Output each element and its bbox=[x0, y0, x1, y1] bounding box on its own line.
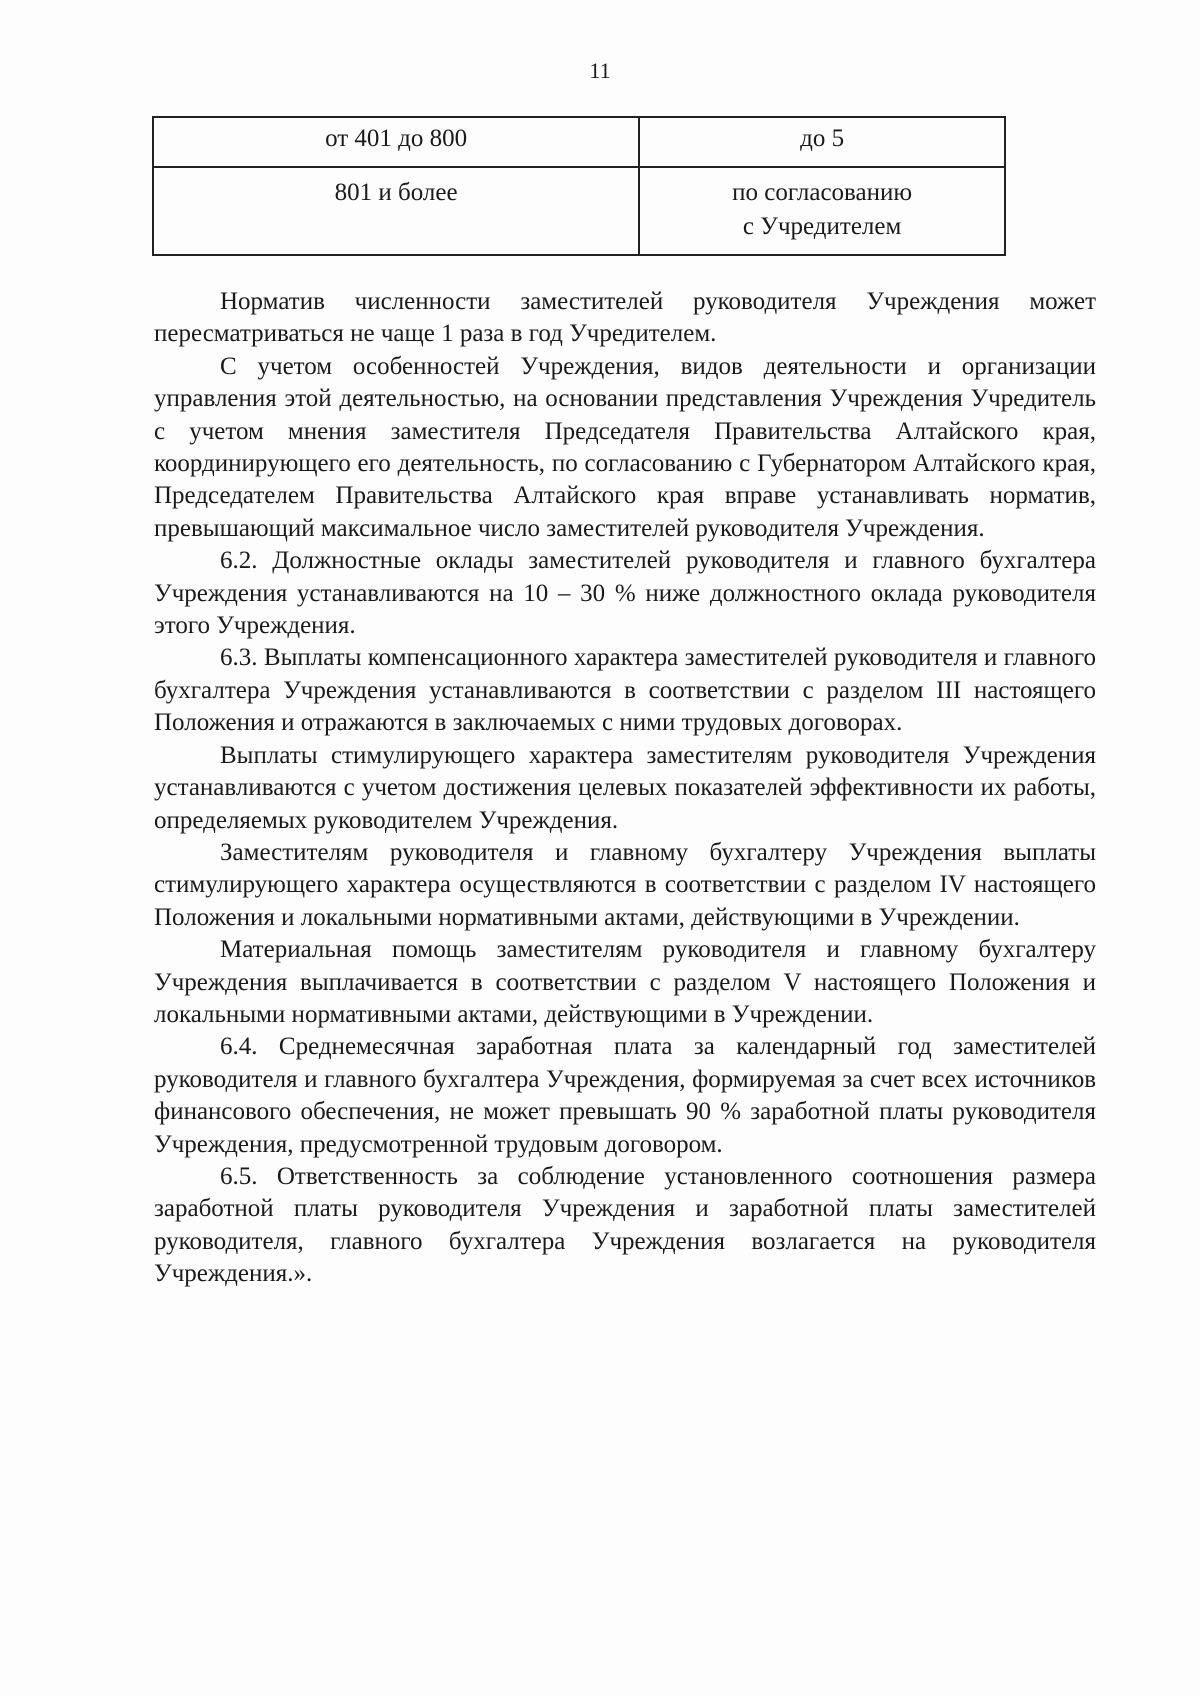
table-row bbox=[153, 117, 1005, 167]
paragraph: 6.2. Должностные оклады заместителей руководителя и главного бухгалтера Учреждения устанавливаются на 10 – 30 % ниже должностного оклада руководителя этого Учреждения. bbox=[154, 547, 1096, 640]
table-cell bbox=[153, 117, 639, 167]
table-cell bbox=[639, 117, 1005, 167]
paragraph: Норматив численности заместителей руководителя Учреждения может пересматриваться не чаще 1 раза в год Учредителем. bbox=[154, 288, 1096, 348]
table-cell bbox=[639, 167, 1005, 255]
document-body bbox=[154, 286, 1096, 1291]
cell-text: от 401 до 800 bbox=[325, 125, 468, 152]
paragraph: 6.5. Ответственность за соблюдение установленного соотношения размера заработной платы руководителя Учреждения и заработной платы заместителей руководителя, главного бухгалтера Учреждения возлагается на руководителя Учреждения.». bbox=[154, 1162, 1096, 1288]
staffing-table bbox=[152, 116, 1006, 256]
paragraph: Выплаты стимулирующего характера заместителям руководителя Учреждения устанавливаются с учетом достижения целевых показателей эффективности их работы, определяемых руководителем Учреждения. bbox=[154, 741, 1096, 834]
paragraph: С учетом особенностей Учреждения, видов деятельности и организации управления этой деятельностью, на основании представления Учреждения Учредитель с учетом мнения заместителя Председателя Правительства Алтайского края, координирующего его деятельность, по согласованию с Губернатором Алтайского края, Председателем Правительства Алтайского края вправе устанавливать норматив, превышающий максимальное число заместителей руководителя Учреждения. bbox=[154, 352, 1096, 542]
paragraph: 6.3. Выплаты компенсационного характера заместителей руководителя и главного бухгалтера Учреждения устанавливаются в соответствии с разделом III настоящего Положения и отражаются в заключаемых с ними трудовых договорах. bbox=[154, 644, 1096, 737]
paragraph: Заместителям руководителя и главному бухгалтеру Учреждения выплаты стимулирующего характера осуществляются в соответствии с разделом IV настоящего Положения и локальными нормативными актами, действующими в Учреждении. bbox=[154, 838, 1096, 931]
cell-text: до 5 bbox=[800, 125, 845, 152]
page-number: 11 bbox=[589, 58, 611, 83]
paragraph: Материальная помощь заместителям руководителя и главному бухгалтеру Учреждения выплачивается в соответствии с разделом V настоящего Положения и локальными нормативными актами, действующими в Учреждении. bbox=[154, 936, 1096, 1028]
cell-text: с Учредителем bbox=[742, 213, 902, 240]
table-cell bbox=[153, 167, 639, 255]
table-row bbox=[153, 167, 1005, 255]
cell-text: по согласованию bbox=[732, 179, 913, 206]
paragraph: 6.4. Среднемесячная заработная плата за календарный год заместителей руководителя и главного бухгалтера Учреждения, формируемая за счет всех источников финансового обеспечения, не может превышать 90 % заработной платы руководителя Учреждения, предусмотренной трудовым договором. bbox=[154, 1033, 1096, 1158]
cell-text: 801 и более bbox=[334, 179, 458, 206]
